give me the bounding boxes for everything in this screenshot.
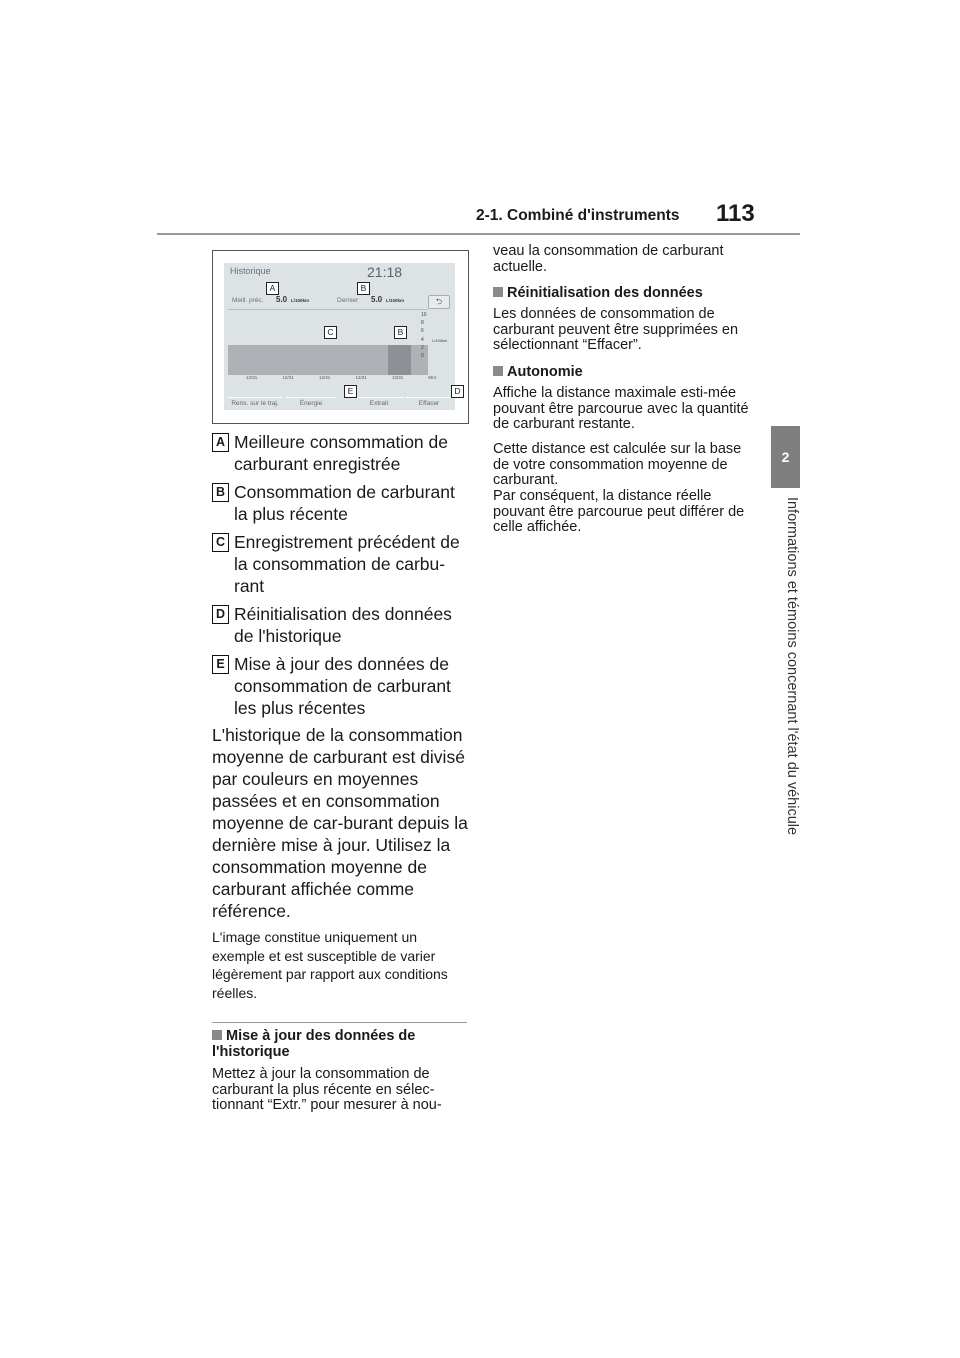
last-label: Dernier <box>337 297 359 304</box>
legend-letter: D <box>212 605 229 624</box>
energy-button[interactable]: Énergie <box>286 397 336 410</box>
callout-b-chart: B <box>394 326 407 339</box>
legend-letter: C <box>212 533 229 552</box>
last-value: 5.0 <box>371 295 383 304</box>
header-divider <box>157 233 800 235</box>
section-bullet-icon <box>212 1030 222 1040</box>
y-axis-unit: L/100km <box>432 338 448 343</box>
display-screen <box>224 263 455 410</box>
callout-a: A <box>266 282 279 295</box>
callout-b-top: B <box>357 282 370 295</box>
y-tick: 6 <box>421 328 424 335</box>
x-label: 12/31 <box>318 375 331 380</box>
legend-text: Mise à jour des données de consommation de carburant les plus récentes <box>234 654 451 718</box>
trip-info-button[interactable]: Rens. sur le traj. <box>228 397 282 410</box>
legend-text: Enregistrement précédent de la consommation de carbu-rant <box>234 532 460 596</box>
range-text-2: Cette distance est calculée sur la base de votre consommation moyenne de carburant. <box>493 441 742 488</box>
callout-c: C <box>324 326 337 339</box>
reset-text: Les données de consommation de carburant peuvent être supprimées en sélectionnant “Effacer”. <box>493 306 739 353</box>
erase-button[interactable]: Effacer <box>406 397 452 410</box>
range-text-3: Par conséquent, la distance réelle pouvant être parcourue peut différer de celle affichée. <box>493 488 745 535</box>
legend-item <box>212 531 467 597</box>
legend-text: Consommation de carburant la plus récente <box>234 482 455 524</box>
back-button[interactable]: ⮌ <box>428 295 450 309</box>
callout-e: E <box>344 385 357 398</box>
legend-letter: E <box>212 655 229 674</box>
callout-d: D <box>451 385 464 398</box>
legend-item <box>212 431 467 475</box>
range-heading: Autonomie <box>493 364 758 380</box>
chapter-tab: 2 <box>771 426 800 488</box>
history-paragraph: L'historique de la consommation moyenne de carburant est divisé par couleurs en moyennes passées et en consommation moyenne de car-burant depuis la dernière mise à jour. Utilisez la consommation moyenne de carburant affichée comme référence. <box>212 725 468 921</box>
y-axis-ticks <box>421 311 429 360</box>
section-bullet-icon <box>493 287 503 297</box>
legend-text: Réinitialisation des données de l'historique <box>234 604 452 646</box>
legend-item <box>212 653 467 719</box>
consumption-chart <box>228 309 428 385</box>
y-tick: 10 <box>421 312 427 318</box>
legend-text: Meilleure consommation de carburant enregistrée <box>234 432 448 474</box>
best-value: 5.0 <box>276 295 288 304</box>
extract-button[interactable]: Extrait <box>354 397 404 410</box>
y-tick: 8 <box>421 320 424 327</box>
x-label: 12/31 <box>246 375 258 380</box>
y-tick: 4 <box>421 336 424 343</box>
legend-letter: A <box>212 433 229 452</box>
page-number: 113 <box>716 200 755 227</box>
section-title: 2-1. Combiné d'instruments <box>476 207 680 224</box>
last-unit: L/100km <box>386 298 405 303</box>
legend-item <box>212 481 467 525</box>
legend-letter: B <box>212 483 229 502</box>
y-tick: 0 <box>421 353 424 360</box>
legend-item <box>212 603 467 647</box>
screen-title: Historique <box>230 266 271 276</box>
x-axis-labels <box>246 375 436 380</box>
section-bullet-icon <box>493 366 503 376</box>
x-label: 12/31 <box>355 375 367 380</box>
best-unit: L/100km <box>291 298 310 303</box>
section-divider <box>212 1022 467 1023</box>
y-tick: 2 <box>421 344 424 351</box>
x-label: 12/31 <box>282 375 294 380</box>
update-text-continued: veau la consommation de carburant actuelle. <box>493 243 724 275</box>
update-text: Mettez à jour la consommation de carburant la plus récente en sélec-tionnant “Extr.” pour mesurer à nou- <box>212 1066 442 1113</box>
image-note: L'image constitue uniquement un exemple et est susceptible de varier légèrement par rapport aux conditions réelles. <box>212 929 448 1001</box>
clock: 21:18 <box>367 264 403 280</box>
x-label: Mnt <box>428 375 436 380</box>
best-label: Meill. préc. <box>232 297 264 304</box>
range-text-1: Affiche la distance maximale esti-mée pouvant être parcourue avec la quantité de carburant restante. <box>493 385 749 432</box>
chapter-title: Informations et témoins concernant l'état du véhicule <box>784 497 800 836</box>
reset-heading: Réinitialisation des données <box>493 285 758 301</box>
latest-bar <box>388 345 411 375</box>
update-heading: Mise à jour des données de l'historique <box>212 1028 416 1060</box>
history-screen-figure <box>212 250 469 424</box>
x-label: 12/31 <box>391 375 404 380</box>
